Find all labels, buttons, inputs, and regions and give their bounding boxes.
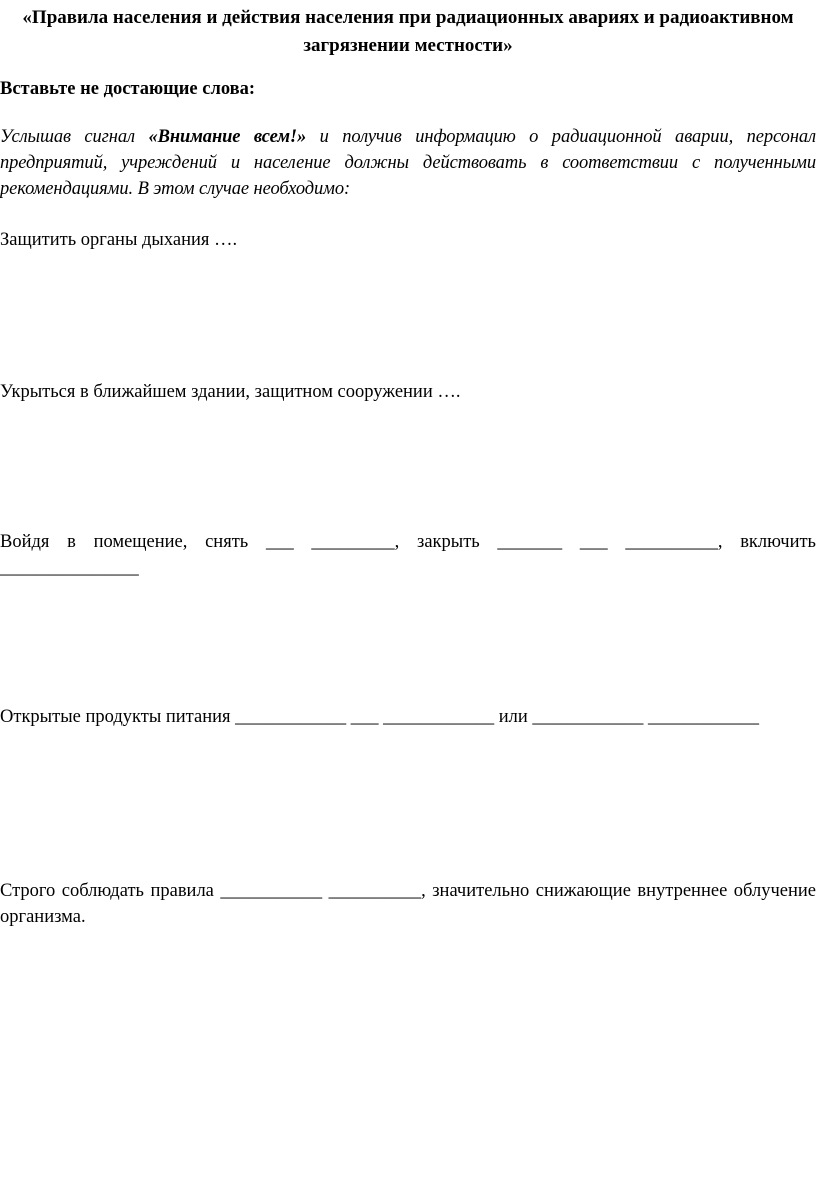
item-protect-breathing: Защитить органы дыхания …. xyxy=(0,230,238,250)
item-entering-room: Войдя в помещение, снять ___ _________, закрыть _______ ___ __________, включить _______________ xyxy=(0,532,816,578)
signal-name: «Внимание всем!» xyxy=(148,127,307,147)
item-open-food: Открытые продукты питания ____________ ___ ____________ или ____________ ____________ xyxy=(0,707,760,727)
page-title: «Правила населения и действия населения при радиационных авариях и радиоактивном загрязнении местности» xyxy=(22,7,794,56)
item-take-shelter: Укрыться в ближайшем здании, защитном сооружении …. xyxy=(0,382,461,402)
intro-text-pre: Услышав сигнал xyxy=(0,127,149,147)
item-follow-rules: Строго соблюдать правила ___________ __________, значительно снижающие внутреннее облучение организма. xyxy=(0,881,816,927)
intro-paragraph xyxy=(0,124,816,202)
task-instruction: Вставьте не достающие слова: xyxy=(0,79,256,99)
intro-text-post: и получив информацию о радиационной аварии, персонал предприятий, учреждений и население должны действовать в соответствии с полученными рекомендациями. В этом случае необходимо: xyxy=(0,127,816,199)
